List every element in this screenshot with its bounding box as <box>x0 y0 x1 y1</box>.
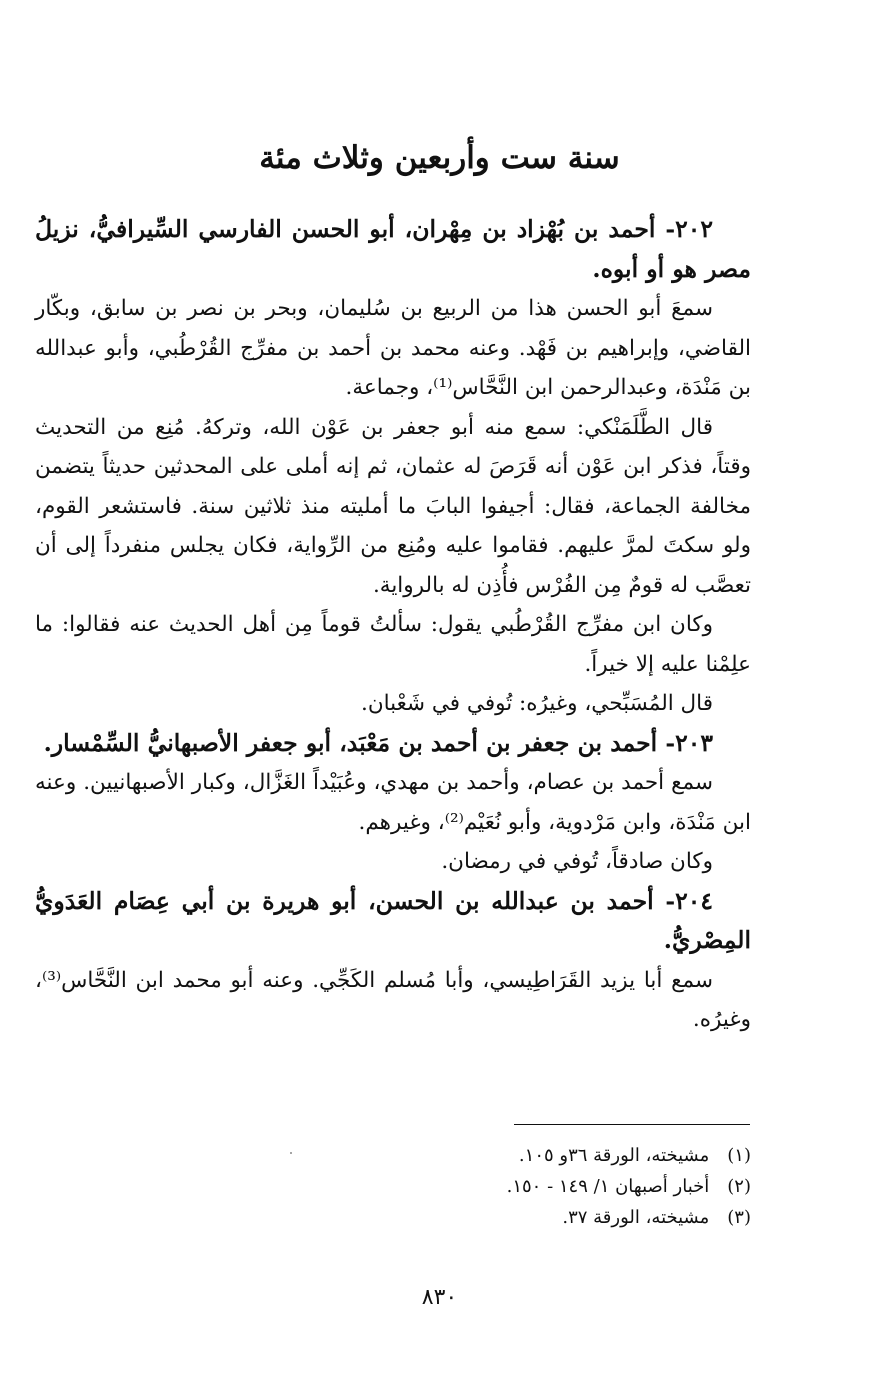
footnote-2 <box>351 1171 751 1202</box>
entry-204-paragraph-1: سمع أبا يزيد القَرَاطِيسي، وأبا مُسلم الكَجِّي. وعنه أبو محمد ابن النَّحَّاس⁽³⁾، وغيرُه. <box>35 967 751 1032</box>
footnote-divider <box>514 1124 750 1125</box>
footnote-number: (٣) <box>727 1207 751 1228</box>
entry-203-paragraph-2: وكان صادقاً، تُوفي في رمضان. <box>441 849 713 874</box>
page-number: ٨٣٠ <box>421 1285 458 1310</box>
footnote-text: مشيخته، الورقة ٣٦و ١٠٥. <box>518 1145 710 1166</box>
footnote-1 <box>351 1140 751 1171</box>
footnote-text: مشيخته، الورقة ٣٧. <box>562 1207 710 1228</box>
entry-heading-203: ٢٠٣- أحمد بن جعفر بن أحمد بن مَعْبَد، أبو جعفر الأصبهانيُّ السِّمْسار. <box>43 728 713 757</box>
entry-heading-202: ٢٠٢- أحمد بن بُهْزاد بن مِهْران، أبو الحسن الفارسي السِّيرافيُّ، نزيلُ مصر هو أو أبوه. <box>35 215 751 283</box>
year-heading: سنة ست وأربعين وثلاث مئة <box>259 140 620 176</box>
entry-202-paragraph-3: وكان ابن مفرِّج القُرْطُبي يقول: سألتُ قوماً مِن أهل الحديث عنه فقالوا: ما علِمْنا عليه إلا خيراً. <box>35 612 751 677</box>
main-text <box>35 210 751 1040</box>
footnote-3 <box>351 1202 751 1233</box>
entry-202-paragraph-2: قال الطَّلَمَنْكي: سمع منه أبو جعفر بن عَوْن الله، وتركهُ. مُنِع من التحديث وقتاً، فذكر ابن عَوْن أنه قَرَصَ له عثمان، ثم إنه أملى على المحدثين حديثاً يتضمن مخالفة الجماعة، فقال: أجيفوا البابَ ما أمليته منذ ثلاثين سنة. فاستشعر القوم، ولو سكتَ لمرَّ عليهم. فقاموا عليه ومُنِع من الرِّواية، فكان يجلس منفرداً إلى أن تعصَّب له قومٌ مِن الفُرْس فأُذِن له بالرواية. <box>35 414 751 598</box>
entry-203-paragraph-1: سمع أحمد بن عصام، وأحمد بن مهدي، وعُبَيْداً الغَزَّال، وكبار الأصبهانيين. وعنه ابن مَنْدَة، وابن مَرْدوية، وأبو نُعَيْم⁽²⁾، وغيرهم. <box>35 770 751 835</box>
scan-speck <box>290 1152 292 1154</box>
entry-heading-204: ٢٠٤- أحمد بن عبدالله بن الحسن، أبو هريرة بن أبي عِصَام العَدَويُّ المِصْريُّ. <box>35 886 751 954</box>
footnotes <box>351 1140 751 1233</box>
footnote-number: (١) <box>727 1145 751 1166</box>
entry-202-paragraph-1: سمعَ أبو الحسن هذا من الربيع بن سُليمان، وبحر بن نصر بن سابق، وبكّار القاضي، وإبراهيم بن فَهْد. وعنه محمد بن أحمد بن مفرِّج القُرْطُبي، وأبو عبدالله بن مَنْدَة، وعبدالرحمن ابن النَّحَّاس⁽¹⁾، وجماعة. <box>35 296 751 400</box>
entry-202-paragraph-4: قال المُسَبِّحي، وغيرُه: تُوفي في شَعْبان. <box>361 691 713 716</box>
footnote-number: (٢) <box>727 1176 751 1197</box>
footnote-text: أخبار أصبهان ١/ ١٤٩ - ١٥٠. <box>506 1176 710 1197</box>
